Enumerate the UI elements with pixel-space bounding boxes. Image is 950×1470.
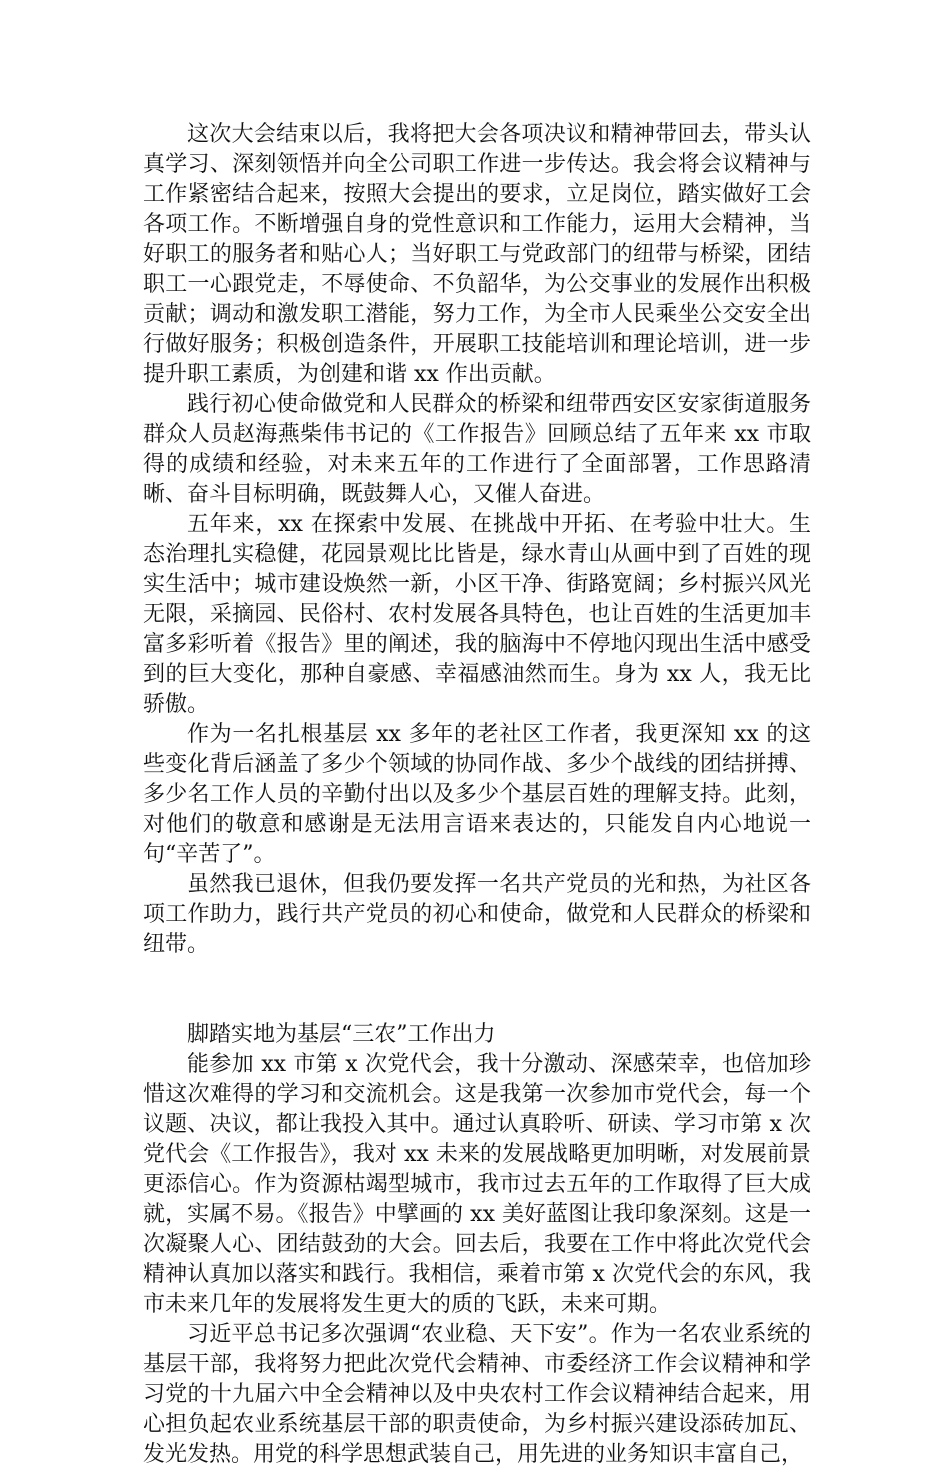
paragraph: 五年来，xx 在探索中发展、在挑战中开拓、在考验中壮大。生态治理扎实稳健，花园景观比比皆是，绿水青山从画中到了百姓的现实生活中；城市建设焕然一新，小区干净、街路宽阔；乡村振兴风光无限，采摘园、民俗村、农村发展各具特色，也让百姓的生活更加丰富多彩听着《报告》里的阐述，我的脑海中不停地闪现出生活中感受到的巨大变化，那种自豪感、幸福感油然而生。身为 xx 人，我无比骄傲。 <box>143 512 811 717</box>
section-gap <box>143 960 811 1020</box>
paragraph: 虽然我已退休，但我仍要发挥一名共产党员的光和热，为社区各项工作助力，践行共产党员的初心和使命，做党和人民群众的桥梁和纽带。 <box>143 872 811 957</box>
paragraph: 习近平总书记多次强调“农业稳、天下安”。作为一名农业系统的基层干部，我将努力把此次党代会精神、市委经济工作会议精神和学习党的十九届六中全会精神以及中央农村工作会议精神结合起来，用心担负起农业系统基层干部的职责使命，为乡村振兴建设添砖加瓦、发光发热。用党的科学思想武装自己，用先进的业务知识丰富自己， <box>143 1322 811 1467</box>
paragraph: 这次大会结束以后，我将把大会各项决议和精神带回去，带头认真学习、深刻领悟并向全公司职工作进一步传达。我会将会议精神与工作紧密结合起来，按照大会提出的要求，立足岗位，踏实做好工会各项工作。不断增强自身的党性意识和工作能力，运用大会精神，当好职工的服务者和贴心人；当好职工与党政部门的纽带与桥梁，团结职工一心跟党走，不辱使命、不负韶华，为公交事业的发展作出积极贡献；调动和激发职工潜能，努力工作，为全市人民乘坐公交安全出行做好服务；积极创造条件，开展职工技能培训和理论培训，进一步提升职工素质，为创建和谐 xx 作出贡献。 <box>143 122 811 387</box>
paragraph: 能参加 xx 市第 x 次党代会，我十分激动、深感荣幸，也倍加珍惜这次难得的学习和交流机会。这是我第一次参加市党代会，每一个议题、决议，都让我投入其中。通过认真聆听、研读、学习市第 x 次党代会《工作报告》，我对 xx 未来的发展战略更加明晰，对发展前景更添信心。作为资源枯竭型城市，我市过去五年的工作取得了巨大成就，实属不易。《报告》中擘画的 xx 美好蓝图让我印象深刻。这是一次凝聚人心、团结鼓劲的大会。回去后，我要在工作中将此次党代会精神认真加以落实和践行。我相信，乘着市第 x 次党代会的东风，我市未来几年的发展将发生更大的质的飞跃，未来可期。 <box>143 1052 811 1317</box>
section-title: 脚踏实地为基层“三农”工作出力 <box>187 1022 496 1047</box>
document-body <box>143 120 811 1470</box>
paragraph: 作为一名扎根基层 xx 多年的老社区工作者，我更深知 xx 的这些变化背后涵盖了多少个领域的协同作战、多少个战线的团结拼搏、多少名工作人员的辛勤付出以及多少个基层百姓的理解支持。此刻，对他们的敬意和感谢是无法用言语来表达的，只能发自内心地说一句“辛苦了”。 <box>143 722 811 867</box>
paragraph: 践行初心使命做党和人民群众的桥梁和纽带西安区安家街道服务群众人员赵海燕柴伟书记的《工作报告》回顾总结了五年来 xx 市取得的成绩和经验，对未来五年的工作进行了全面部署，工作思路清晰、奋斗目标明确，既鼓舞人心，又催人奋进。 <box>143 392 811 507</box>
